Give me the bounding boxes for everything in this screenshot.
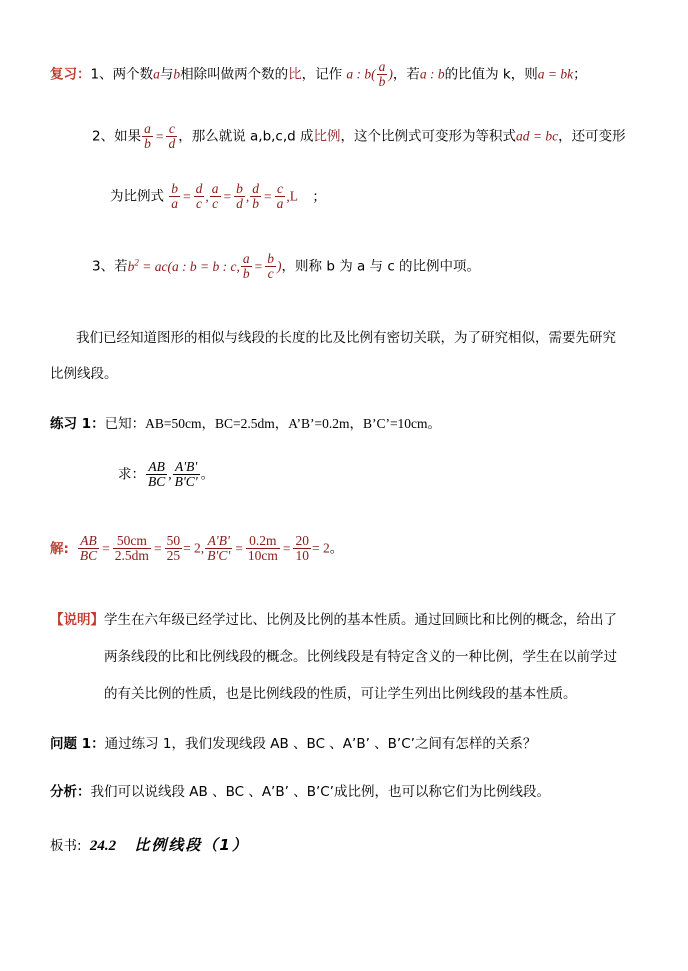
eq-sign: = <box>183 188 191 204</box>
exercise1-label: 练习 1： <box>50 416 105 432</box>
intro-line1: 我们已经知道图形的相似与线段的长度的比及比例有密切关联，为了研究相似，需要先研究 <box>76 330 616 346</box>
item1-num: 1、两个数 <box>90 66 154 83</box>
sol-frac6 <box>293 534 311 563</box>
frac-num: A'B' <box>205 534 232 549</box>
frac-den: c <box>267 266 274 282</box>
item1-text1: 相除叫做两个数的 <box>180 66 289 83</box>
review-label: 复习： <box>50 66 91 83</box>
board-title: 比例线段（1） <box>134 836 249 854</box>
analysis-text: 我们可以说线段 AB 、BC 、A’B’ 、B’C’成比例，也可以称它们为比例线段。 <box>90 784 550 800</box>
proportion-left-2 <box>250 182 261 211</box>
analysis <box>50 780 550 800</box>
sol-frac4 <box>205 534 232 563</box>
var-b: b <box>173 66 181 82</box>
item3-frac1 <box>241 252 252 281</box>
board <box>50 834 249 855</box>
note-line1 <box>50 608 617 628</box>
intro-line2: 比例线段。 <box>50 366 118 382</box>
proportion-list <box>168 181 290 212</box>
frac-den: c <box>196 196 203 212</box>
frac-num: a <box>242 251 250 266</box>
ask-end: 。 <box>200 466 215 483</box>
frac-den: B'C' <box>207 548 231 564</box>
frac-num: AB <box>78 534 99 549</box>
frac-den: b <box>252 196 260 212</box>
sol-frac2 <box>113 534 151 563</box>
frac-num: b <box>267 251 275 266</box>
analysis-label: 分析： <box>50 784 91 800</box>
item3-text: ，则称 b 为 a 与 c 的比例中项。 <box>281 258 481 275</box>
board-section: 24.2 <box>89 838 117 854</box>
comma: , <box>205 188 209 204</box>
frac-num: a <box>378 59 386 74</box>
sol-result2: = 2 <box>311 540 330 556</box>
item1-text4: 的比值为 k，则 <box>444 66 538 83</box>
frac-den: d <box>236 196 243 212</box>
var-a: a <box>153 66 160 82</box>
item3-frac2 <box>265 252 276 281</box>
item2-line2-label: 为比例式 <box>110 188 164 205</box>
eq-adbc: ad = bc <box>516 128 559 144</box>
frac-num: 50 <box>166 533 181 548</box>
solution-label: 解: <box>50 540 69 557</box>
item2-text2: ，这个比例式可变形为等积式 <box>340 128 517 145</box>
frac-den: B'C' <box>174 474 198 490</box>
review-item1 <box>50 60 587 89</box>
frac-num: 0.2m <box>246 534 280 549</box>
item2-end: ； <box>312 188 326 205</box>
exercise1-ask: 求： $\frac{AB}{BC}$ , $\frac{A'B'}{B'C'}$ 。 <box>118 459 215 490</box>
sol-frac1 <box>78 534 99 563</box>
frac-den: a <box>276 196 284 212</box>
exercise1 <box>50 412 441 432</box>
question1-text: 通过练习 1，我们发现线段 AB 、BC 、A’B’ 、B’C’之间有怎样的关系？ <box>104 736 537 752</box>
frac-den: BC <box>79 548 98 564</box>
exercise1-text: 已知：AB=50cm，BC=2.5dm，A’B’=0.2m，B’C’=10cm。 <box>104 416 442 431</box>
frac-num: 50cm <box>113 534 151 549</box>
frac-num: b <box>171 181 179 196</box>
question1-label: 问题 1： <box>50 736 105 752</box>
frac-den: c <box>212 196 219 212</box>
ratio-ab: a : b <box>419 66 445 82</box>
frac-num: A'B' <box>173 460 200 475</box>
frac-num: c <box>275 182 286 197</box>
frac-num: 20 <box>295 533 309 548</box>
frac-den: b <box>378 74 386 90</box>
proportion-right-0 <box>194 182 205 211</box>
solution: 解: $\frac{AB}{BC}$ = $\frac{50cm}{2.5dm}$ = $\frac{50}{25}$ = 2, $\frac{A'B'}{B'C'}$ = $\frac{0.2m}{10cm}$ = $\frac{20}{10}$ = 2。 <box>50 533 344 564</box>
note-line3: 的有关比例的性质，也是比例线段的性质，可让学生列出比例线段的基本性质。 <box>104 686 577 702</box>
eq-sign: = <box>264 188 272 204</box>
item3-expr: $b^2 = ac(a$ : b = b : c, <box>127 257 240 274</box>
frac-num: a <box>211 181 219 196</box>
sol-frac5 <box>246 534 280 563</box>
frac-den: a <box>171 196 179 212</box>
item2-num: 2、如果 <box>92 128 142 145</box>
frac-num: d <box>252 181 260 196</box>
frac-den: 25 <box>166 548 181 564</box>
ratio-fraction <box>377 60 388 89</box>
ratio-expr-left: a : b( <box>346 66 376 82</box>
proportion-right-2 <box>275 182 286 211</box>
text-yu: 与 <box>159 66 174 83</box>
item1-end: ； <box>573 66 587 83</box>
note-line2: 两条线段的比和比例线段的概念。比例线段是有特定含义的一种比例，学生在以前学过 <box>104 649 617 665</box>
ask-frac1 <box>146 460 167 489</box>
item3-num: 3、若 <box>92 258 128 275</box>
term-bi: 比 <box>288 66 302 83</box>
comma: , <box>286 188 290 204</box>
term-bili: 比例 <box>313 128 341 145</box>
frac-den: b <box>144 136 151 152</box>
frac-den: 2.5dm <box>114 548 149 564</box>
item2-text1: ，那么就说 a,b,c,d 成 <box>178 128 314 145</box>
item1-text3: ，若 <box>392 66 420 83</box>
review-item3: 3、若$b^2 = ac(a$ : b = b : c, $\frac{a}{b}$ = $\frac{b}{c}$ )，则称 b 为 a 与 c 的比例中项。 <box>92 251 481 282</box>
ratio-expr-right: ) <box>388 66 393 82</box>
ask-label: 求： <box>118 466 145 483</box>
frac-num: d <box>195 181 203 196</box>
sol-result1: = 2, <box>183 540 205 556</box>
sol-end: 。 <box>329 540 344 557</box>
proportion-left-0 <box>169 182 180 211</box>
frac-den: b <box>242 266 250 282</box>
item1-text2: ，记作 <box>301 66 343 83</box>
frac-den: BC <box>148 474 166 490</box>
frac-den: 10 <box>295 548 309 564</box>
frac-den: d <box>168 136 176 152</box>
proportion-left-1 <box>210 182 221 211</box>
note-label: 【说明】 <box>50 612 104 628</box>
review-item2 <box>92 122 626 151</box>
frac-den: 10cm <box>247 548 278 564</box>
review-item2-line2 <box>110 182 326 211</box>
item3-close: ) <box>277 258 282 274</box>
frac-num: AB <box>146 460 167 475</box>
ellipsis: L <box>289 188 299 204</box>
frac-num: c <box>166 122 177 137</box>
note-text1: 学生在六年级已经学过比、比例及比例的基本性质。通过回顾比和比例的概念，给出了 <box>104 612 617 628</box>
ask-frac2 <box>173 460 200 489</box>
sol-frac3 <box>165 534 183 563</box>
comma: , <box>245 188 250 204</box>
item2-frac2 <box>166 122 177 151</box>
board-label: 板书: <box>50 838 82 854</box>
frac-num: b <box>236 181 243 196</box>
eq-abk: a = bk <box>537 66 574 82</box>
eq-sign: = <box>155 128 164 144</box>
frac-num: a <box>144 121 151 136</box>
item2-frac1 <box>142 122 153 151</box>
question1 <box>50 732 536 752</box>
item2-text3: ，还可变形 <box>558 128 626 145</box>
proportion-right-1 <box>234 182 245 211</box>
eq-sign: = <box>223 188 232 204</box>
